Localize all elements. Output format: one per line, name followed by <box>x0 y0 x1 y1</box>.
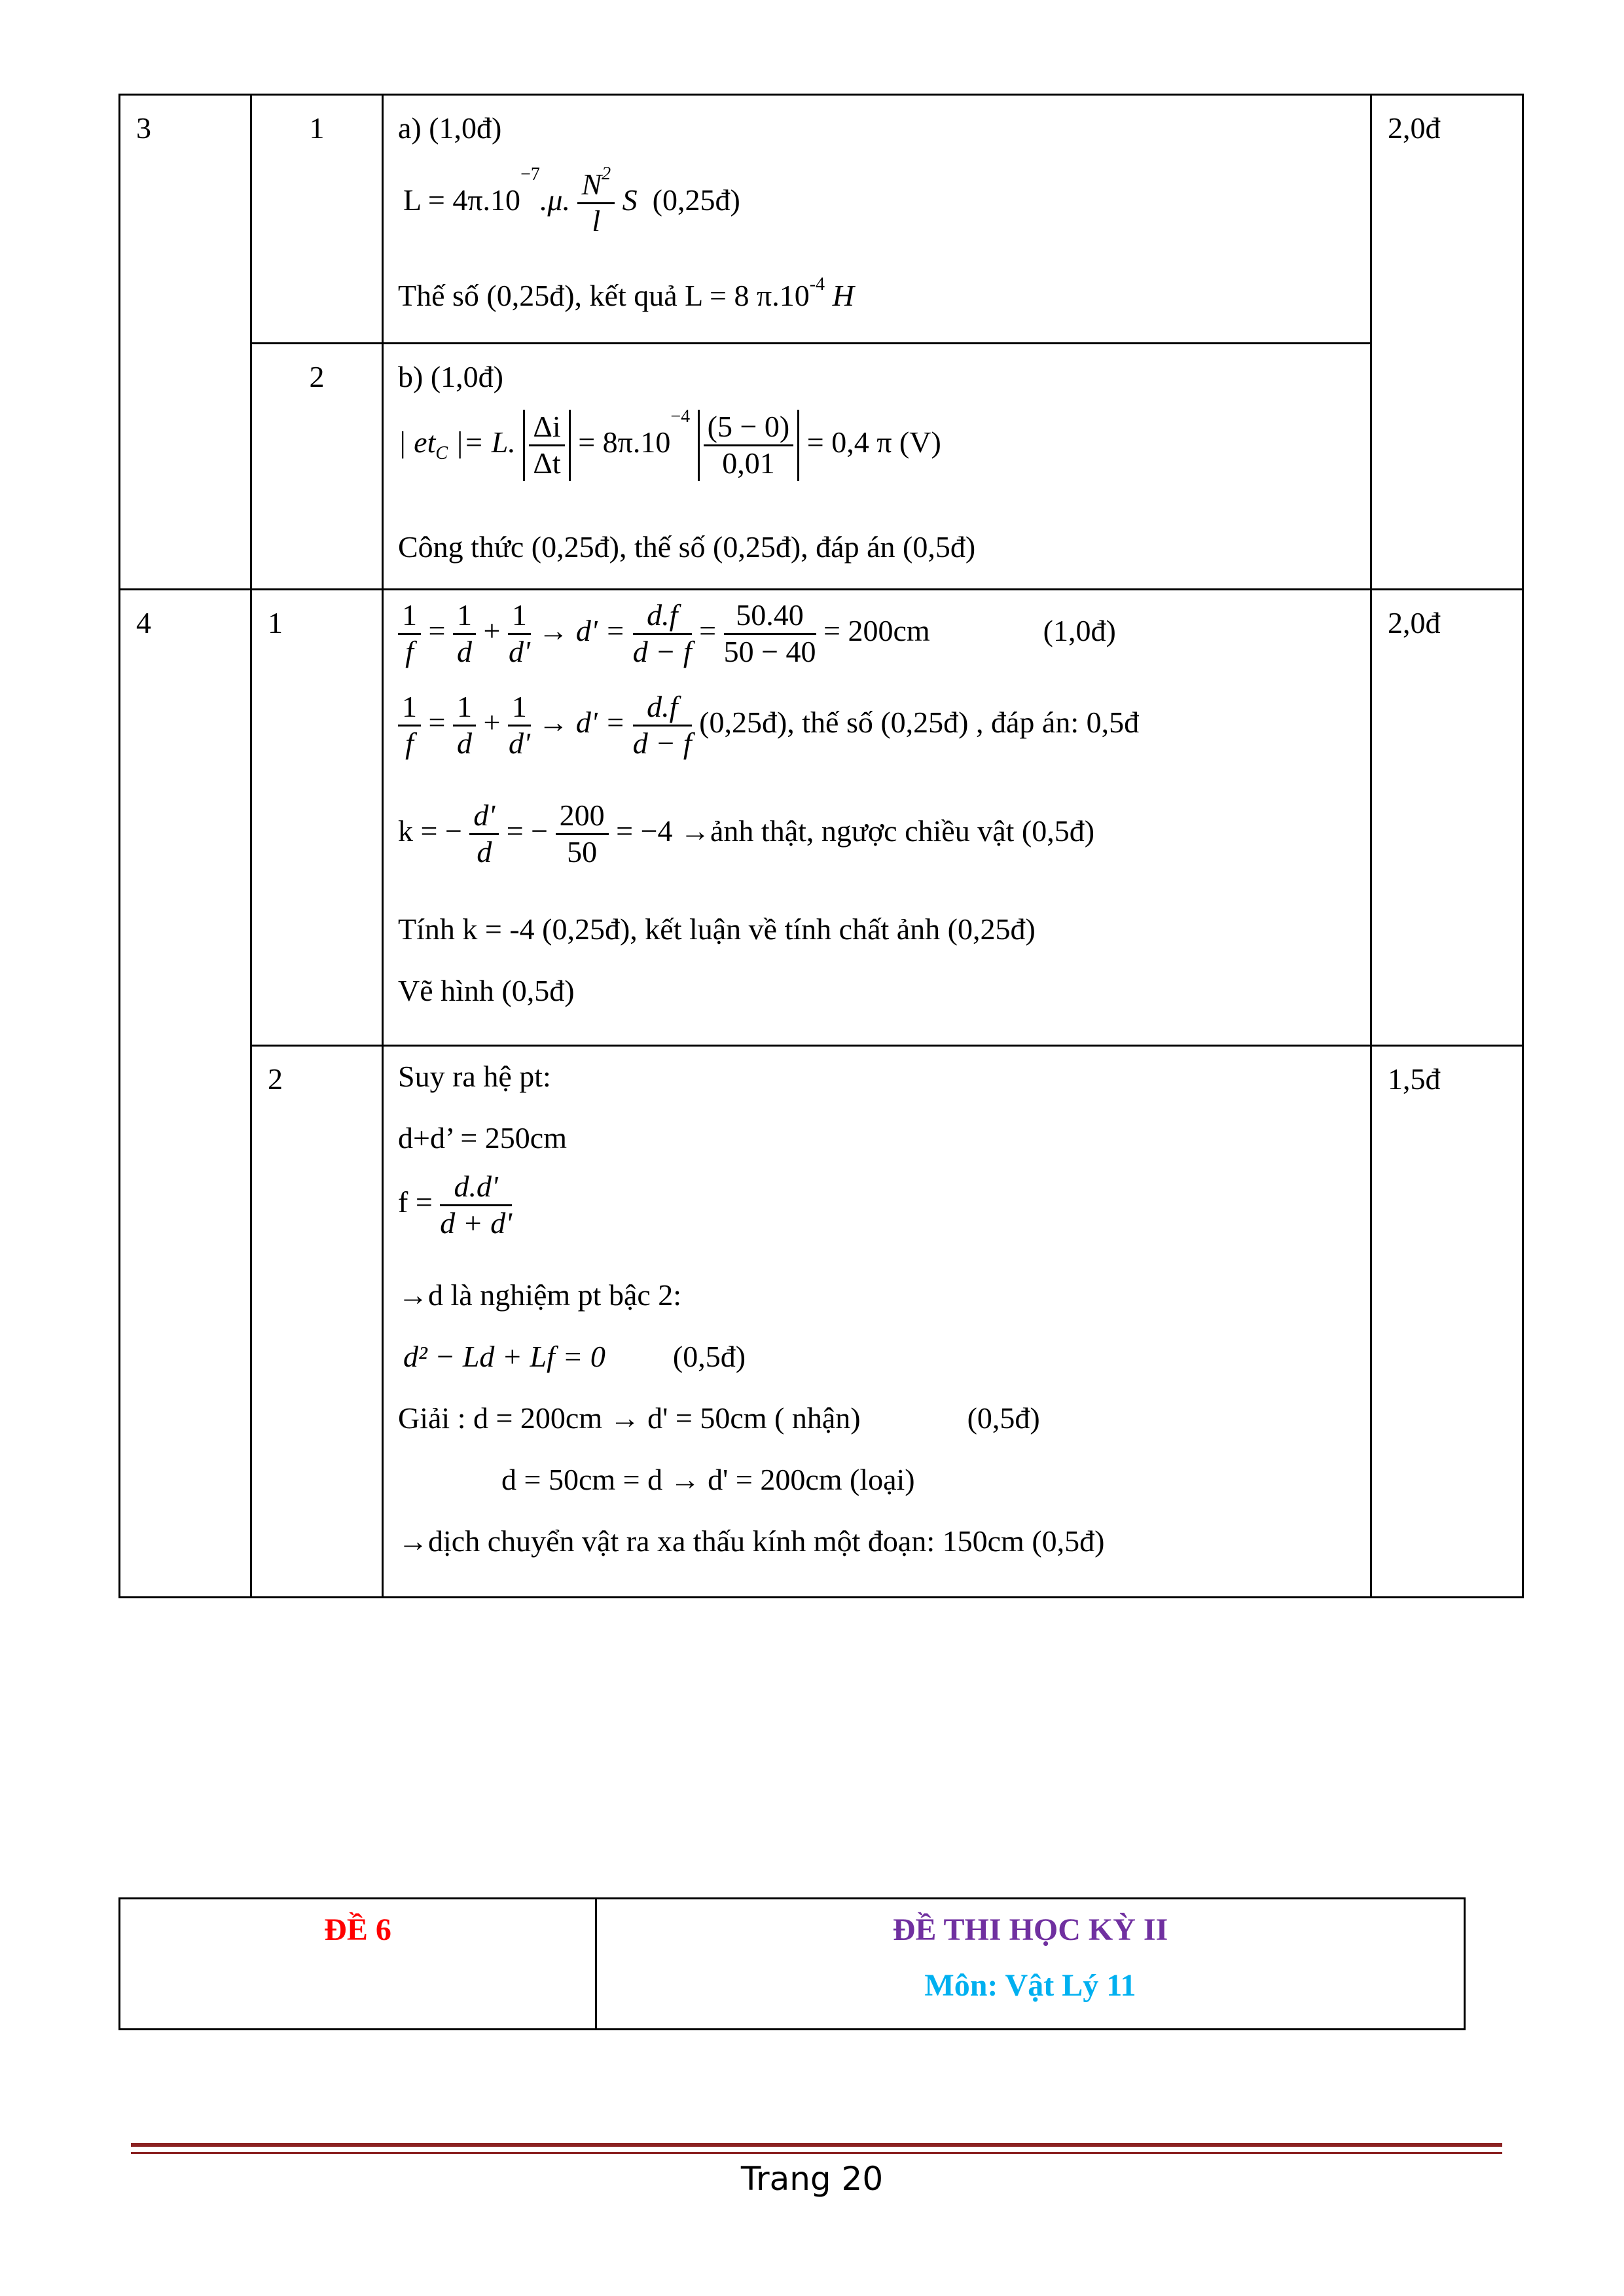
answer-table <box>118 94 1524 1598</box>
scoring-note: Vẽ hình (0,5đ) <box>398 974 575 1007</box>
footer-rule <box>131 2143 1502 2147</box>
focal-formula: f = $\frac{d.d'}{d + d'}$ <box>398 1170 513 1240</box>
page-number: Trang 20 <box>740 2160 884 2198</box>
solution-line: Giải : d = 200cm → d' = 50cm ( nhận) (0,5đ) <box>398 1401 1040 1435</box>
solution-line: d = 50cm = d → d' = 200cm (loại) <box>501 1463 915 1496</box>
table-row <box>120 1046 1523 1598</box>
emf-formula: | $et_C$ |= L. $\frac{\Delta i}{\Delta t}$ = $8\pi.10^{-4}$ $\frac{(5 - 0)}{0,01}$ = 0,4 π (V) <box>398 406 941 480</box>
lens-formula-scoring: $\frac{1}{f}$ = $\frac{1}{d}$ + $\frac{1}{d'}$ → d' = $\frac{d.f}{d - f}$ (0,25đ), thế số (0,25đ) , đáp án: 0,5đ <box>398 690 1139 761</box>
part-number: 1 <box>251 590 383 1046</box>
exam-number-cell <box>120 1899 596 2030</box>
table-row <box>120 590 1523 1046</box>
score-cell: 2,0đ <box>1371 590 1523 1046</box>
answer-cell <box>383 590 1371 1046</box>
magnification-line: k = − $\frac{d'}{d}$ = − $\frac{200}{50}$ = −4 →ảnh thật, ngược chiều vật (0,5đ) <box>398 798 1095 869</box>
part-number: 2 <box>251 1046 383 1598</box>
part-heading: a) (1,0đ) <box>398 111 502 145</box>
answer-cell <box>383 1046 1371 1598</box>
scoring-note: Tính k = -4 (0,25đ), kết luận về tính chất ảnh (0,25đ) <box>398 912 1036 946</box>
result-line: Thế số (0,25đ), kết quả L = 8 $\pi.10^{-4}$ H <box>398 274 854 312</box>
conclusion-line: →dịch chuyển vật ra xa thấu kính một đoạn: 150cm (0,5đ) <box>398 1524 1105 1558</box>
exam-number: ĐỀ 6 <box>324 1912 391 1947</box>
exam-header-table <box>118 1897 1466 2030</box>
answer-line: d+d’ = 250cm <box>398 1121 567 1155</box>
part-number: 1 <box>251 95 383 344</box>
inductance-formula: $L = 4\pi.10^{-7}.\mu$. $\frac{N^2}{l}$ S (0,25đ) <box>403 164 740 238</box>
part-heading: b) (1,0đ) <box>398 360 503 393</box>
exam-subject: Môn: Vật Lý 11 <box>924 1968 1136 2003</box>
lens-formula: $\frac{1}{f}$ = $\frac{1}{d}$ + $\frac{1}{d'}$ → d' = $\frac{d.f}{d - f}$ = $\frac{50.40}{50 - 40}$ = 200cm (1,0đ) <box>398 598 1116 670</box>
answer-cell <box>383 95 1371 344</box>
score-cell: 1,5đ <box>1371 1046 1523 1598</box>
exam-title-cell <box>596 1899 1465 2030</box>
footer-rule-thin <box>131 2152 1502 2154</box>
question-number: 3 <box>120 95 251 590</box>
answer-line: →d là nghiệm pt bậc 2: <box>398 1278 682 1312</box>
table-row <box>120 344 1523 590</box>
table-row <box>120 95 1523 344</box>
part-number: 2 <box>251 344 383 590</box>
score-cell: 2,0đ <box>1371 95 1523 590</box>
exam-title: ĐỀ THI HỌC KỲ II <box>892 1912 1168 1947</box>
answer-cell <box>383 344 1371 590</box>
scoring-note: Công thức (0,25đ), thế số (0,25đ), đáp án (0,5đ) <box>398 530 976 564</box>
quadratic-equation: d² − Ld + Lf = 0 (0,5đ) <box>403 1340 746 1373</box>
answer-line: Suy ra hệ pt: <box>398 1060 551 1093</box>
question-number: 4 <box>120 590 251 1598</box>
